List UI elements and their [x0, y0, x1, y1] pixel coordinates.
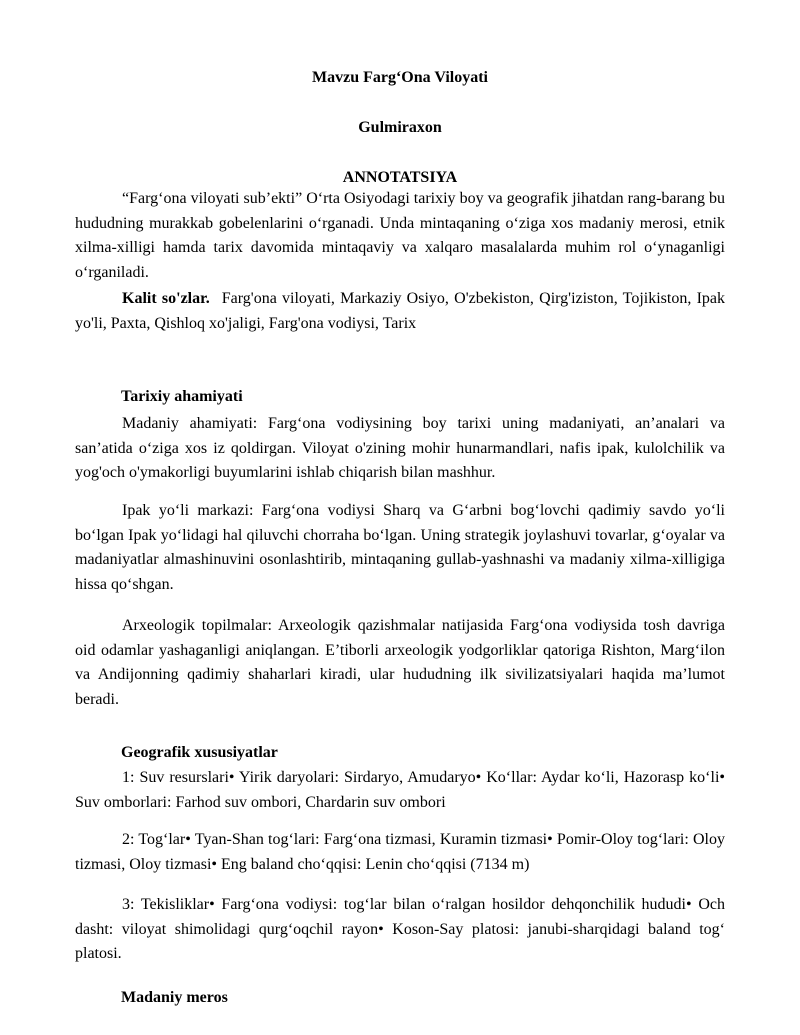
- annotation-heading: ANNOTATSIYA: [342, 169, 458, 186]
- section-heading-madaniy-meros: Madaniy meros: [121, 989, 228, 1006]
- annotation-paragraph: “Farg‘ona viloyati sub’ekti” O‘rta Osiyodagi tarixiy boy va geografik jihatdan rang-barang bu hududning murakkab gobelenlarini o‘rganadi. Unda mintaqaning o‘ziga xos madaniy merosi, etnik xilma-xilligi hamda tarix davomida mintaqaviy va xalqaro masalalarda muhim rol o‘ynaganligi o‘rganiladi.: [75, 190, 725, 281]
- paragraph-ipak-yoli: Ipak yo‘li markazi: Farg‘ona vodiysi Sharq va G‘arbni bog‘lovchi qadimiy savdo yo‘li bo‘lgan Ipak yo‘lidagi hal qiluvchi chorraha bo‘lgan. Uning strategik joylashuvi tovarlar, g‘oyalar va madaniyatlar almashinuvini osonlashtirib, mintaqaning gullab-yashnashi va madaniy xilma-xilligiga hissa qo‘shgan.: [75, 502, 725, 593]
- paragraph-toglar: 2: Tog‘lar• Tyan-Shan tog‘lari: Farg‘ona tizmasi, Kuramin tizmasi• Pomir-Oloy tog‘lari: Oloy tizmasi, Oloy tizmasi• Eng baland cho‘qqisi: Lenin cho‘qqisi (7134 m): [75, 831, 725, 873]
- paragraph-tekisliklar: 3: Tekisliklar• Farg‘ona vodiysi: tog‘lar bilan o‘ralgan hosildor dehqonchilik hududi• Och dasht: viloyat shimolidagi qurg‘oqchil rayon• Koson-Say platosi: janubi-sharqidagi baland tog‘ platosi.: [75, 896, 725, 962]
- keywords-paragraph: [75, 287, 725, 336]
- section-heading-geografik: Geografik xususiyatlar: [121, 744, 278, 761]
- author-name: Gulmiraxon: [358, 119, 442, 136]
- paragraph-arxeologik: Arxeologik topilmalar: Arxeologik qazishmalar natijasida Farg‘ona vodiysida tosh davriga oid odamlar yashaganligi aniqlangan. E’tiborli arxeologik yodgorliklar qatoriga Rishton, Marg‘ilon va Andijonning qadimiy shaharlari kiradi, ular hududning ilk sivilizatsiyalari haqida ma’lumot beradi.: [75, 617, 725, 708]
- paragraph-suv-resurslari: 1: Suv resurslari• Yirik daryolari: Sirdaryo, Amudaryo• Ko‘llar: Aydar ko‘li, Hazorasp ko‘li• Suv omborlari: Farhod suv ombori, Chardarin suv ombori: [75, 769, 725, 811]
- document-title: Mavzu Farg‘Ona Viloyati: [312, 69, 488, 86]
- paragraph-madaniy-ahamiyati: Madaniy ahamiyati: Farg‘ona vodiysining boy tarixi uning madaniyati, an’analari va san’atida o‘ziga xos iz qoldirgan. Viloyat o'zining mohir hunarmandlari, nafis ipak, kulolchilik va yog'och o'ymakorligi buyumlarini ishlab chiqarish bilan mashhur.: [75, 415, 725, 481]
- keywords-text: Farg'ona viloyati, Markaziy Osiyo, O'zbekiston, Qirg'iziston, Tojikiston, Ipak yo'li, Paxta, Qishloq xo'jaligi, Farg'ona vodiysi, Tarix: [75, 290, 726, 332]
- section-heading-tarixiy: Tarixiy ahamiyati: [121, 388, 243, 405]
- keywords-label: Kalit so'zlar.: [122, 290, 210, 307]
